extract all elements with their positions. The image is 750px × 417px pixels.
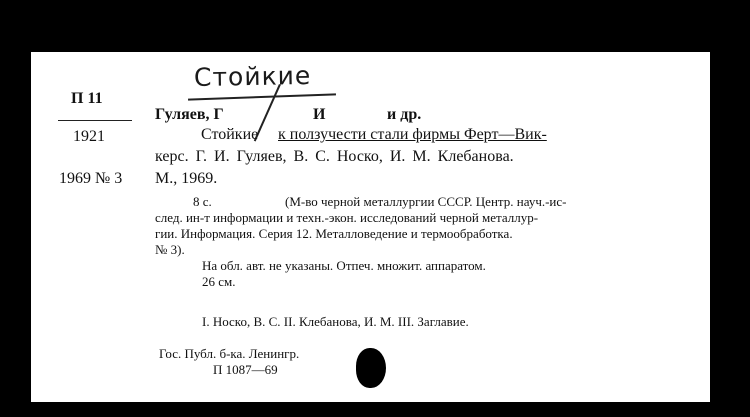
catalog-card [31,52,710,402]
title-line2: керс. Г. И. Гуляев, В. С. Носко, И. М. Клебанова. [155,148,514,165]
note-line: На обл. авт. не указаны. Отпеч. множит. аппаратом. [202,258,486,273]
size-line: 26 см. [202,274,236,289]
accession-number: 1969 № 3 [59,170,123,187]
series-line1: (М-во черной металлургии СССР. Центр. науч.-ис- [285,194,567,209]
title-prefix: Стойкие [201,126,259,143]
imprint: М., 1969. [155,170,218,187]
year-published: 1921 [73,128,105,145]
call-number-divider [58,120,132,121]
title-underlined: к ползучести стали фирмы Ферт—Вик- [278,126,547,143]
series-line3: гии. Информация. Серия 12. Металловедение и термообработка. [155,226,513,241]
series-line4: № 3). [155,242,185,257]
card-number: П 1087—69 [213,362,278,377]
library-name: Гос. Публ. б-ка. Ленингр. [159,346,300,361]
call-number: П 11 [71,90,103,107]
pagination: 8 с. [193,194,212,209]
tracings: I. Носко, В. С. II. Клебанова, И. М. III. Заглавие. [202,314,469,329]
heading-author: Гуляев, Г [155,106,224,123]
heading-et-al: и др. [387,106,422,123]
handwritten-note: Стойкие [193,60,312,93]
ink-blot [356,348,386,388]
handwritten-underline [188,93,336,100]
heading-initial: И [313,106,326,123]
series-line2: след. ин-т информации и техн.-экон. исследований черной металлур- [155,210,539,225]
